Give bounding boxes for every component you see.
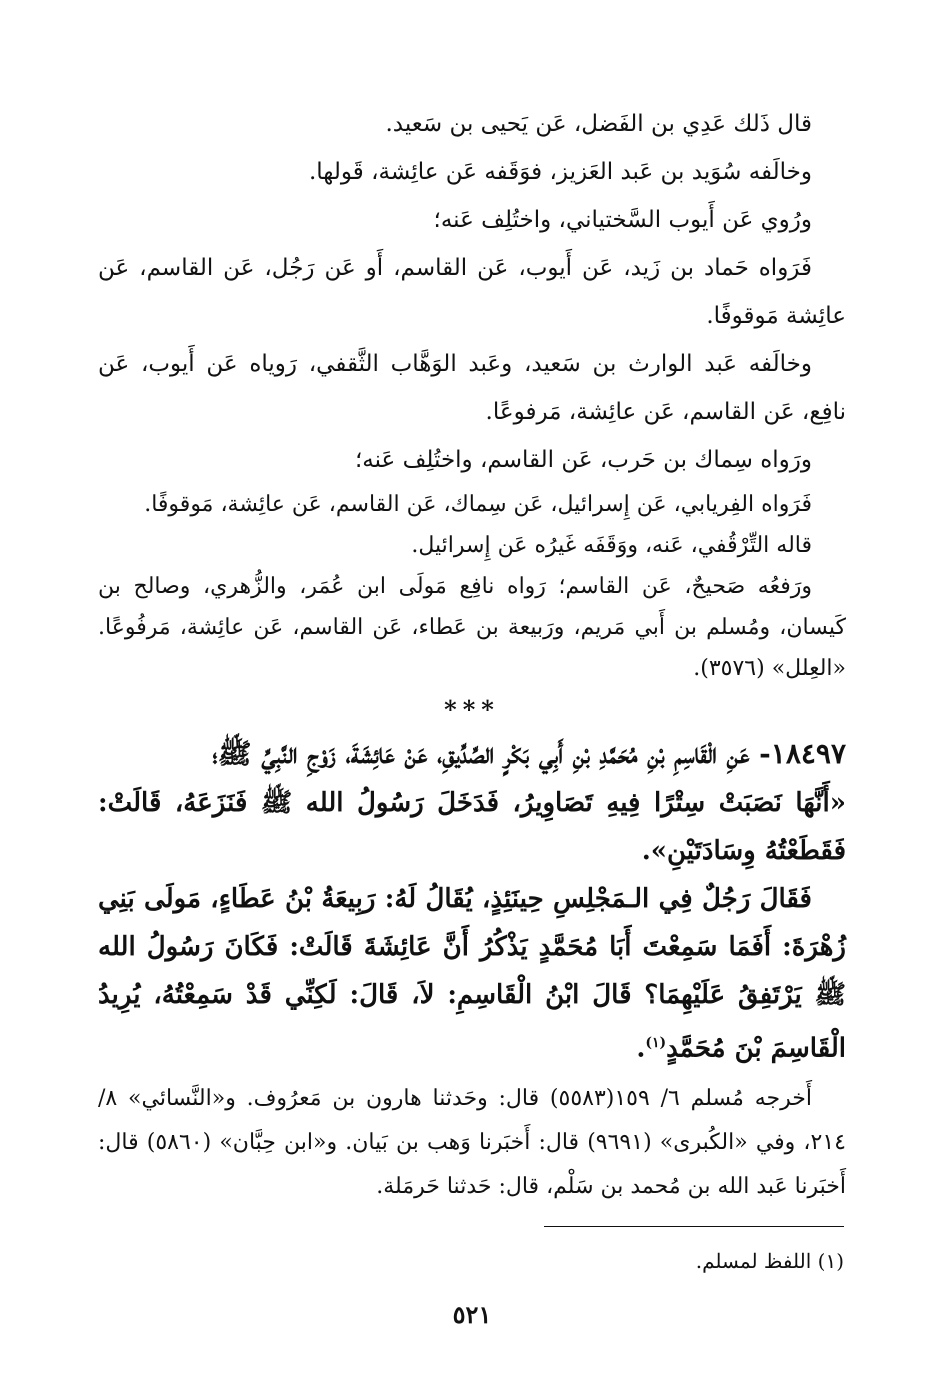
text-paragraph: ورَواه سِماك بن حَرب، عَن القاسم، واختُلِف عَنه؛ (354, 447, 812, 473)
section-separator: *** (444, 695, 500, 724)
takhrij-paragraph: أَخرجه مُسلم ٦/ ١٥٩(٥٥٨٣) قال: وحَدثنا هارون بن مَعرُوف. و«النَّسائي» ٨/ ٢١٤، وفي «الكُبرى» (٩٦٩١) قال: أَخبَرنا وَهب بن بَيان. و«ابن حِبَّان» (٥٨٦٠) قال: أَخبَرنا عَبد الله بن مُحمد بن سَلْم، قال: حَدثنا حَرمَلة. (98, 1085, 846, 1199)
text-paragraph: فَرَواه حَماد بن زَيد، عَن أَيوب، عَن القاسم، أَو عَن رَجُل، عَن القاسم، عَن عائِشة مَوقوفًا. (98, 255, 846, 329)
hadith-continuation-end: . (636, 1033, 646, 1064)
text-paragraph: ورُوي عَن أَيوب السَّختياني، واختُلِف عَنه؛ (433, 207, 812, 233)
text-paragraph: قاله التِّرْقُفي، عَنه، ووَقَفَه غَيرُه عَن إِسرائيل. (411, 533, 812, 558)
hadith-continuation (98, 875, 846, 1073)
page-number: ٥٢١ (452, 1300, 492, 1329)
footnote-reference: (١) (645, 1035, 667, 1051)
text-paragraph: فَرَواه الفِريابي، عَن إِسرائيل، عَن سِماك، عَن القاسم، عَن عائِشة، مَوقوفًا. (144, 492, 812, 517)
text-paragraph: وخالَفه عَبد الوارث بن سَعيد، وعَبد الوَهَّاب الثَّقفي، رَوياه عَن أَيوب، عَن نافِع، عَن القاسم، عَن عائِشة، مَرفوعًا. (98, 351, 846, 425)
hadith-text: «أَنَّهَا نَصَبَتْ سِتْرًا فِيهِ تَصَاوِيرُ، فَدَخَلَ رَسُولُ الله ﷺ فَنَزَعَهُ، قَالَتْ: فَقَطَعْتُهُ وِسَادَتَيْنِ». (98, 788, 846, 866)
text-paragraph: قال ذَلك عَدِي بن الفَضل، عَن يَحيى بن سَعيد. (385, 111, 812, 137)
hadith-heading: ١٨٤٩٧- عَنِ الْقَاسِمِ بْنِ مُحَمَّدِ بْنِ أَبِي بَكْرٍ الصِّدِّيقِ، عَنْ عَائِشَةَ، زَوْجِ النَّبِيِّ ﷺ؛ (212, 737, 846, 770)
hadith-continuation-text: فَقَالَ رَجُلٌ فِي الـمَجْلِسِ حِينَئِذٍ، يُقَالُ لَهُ: رَبِيعَةُ بْنُ عَطَاءٍ، مَولَى بَنِي زُهْرَةَ: أَفَمَا سَمِعْتَ أَبَا مُحَمَّدٍ يَذْكُرُ أَنَّ عَائِشَةَ قَالَتْ: فَكَانَ رَسُولُ الله ﷺ يَرْتَفِقُ عَلَيْهِمَا؟ قَالَ ابْنُ الْقَاسِمِ: لاَ، قَالَ: لَكِنِّي قَدْ سَمِعْتُهُ، يُرِيدُ الْقَاسِمَ بْنَ مُحَمَّدٍ (98, 884, 846, 1064)
text-paragraph: ورَفعُه صَحيحٌ، عَن القاسم؛ رَواه نافِع مَولَى ابن عُمَر، والزُّهري، وصالح بن كَيسان، ومُسلم بن أَبي مَريم، ورَبيعة بن عَطاء، عَن القاسم، عَن عائِشة، مَرفُوعًا. «العِلل» (٣٥٧٦). (98, 574, 846, 681)
page-content (98, 100, 846, 1209)
text-paragraph: وخالَفه سُوَيد بن عَبد العَزيز، فوَقَفه عَن عائِشة، قَولها. (308, 159, 812, 185)
footnote-divider (544, 1226, 844, 1227)
footnote: (١) اللفظ لمسلم. (695, 1249, 844, 1273)
